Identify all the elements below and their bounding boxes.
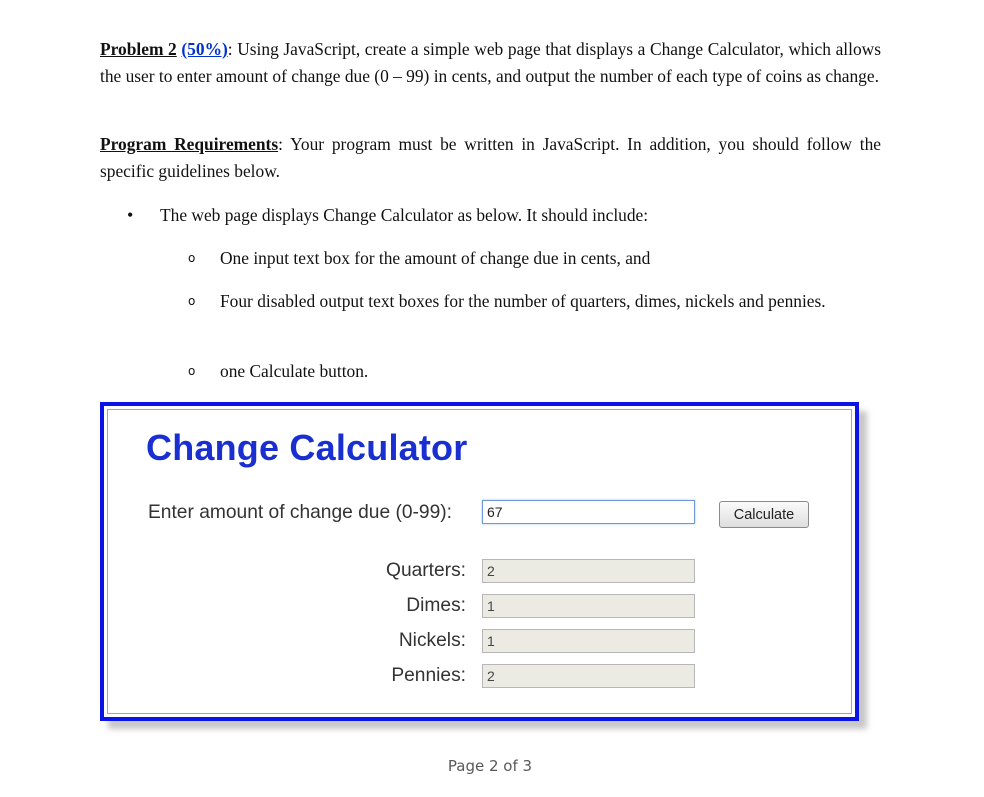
- dimes-label: Dimes:: [406, 595, 466, 616]
- problem-paragraph: [100, 36, 881, 89]
- problem-text: : Using JavaScript, create a simple web page that displays a Change Calculator, which allows the user to enter amount of change due (0 – 99) in cents, and output the number of each type of coins as change.: [100, 39, 881, 86]
- circle-bullet-icon: o: [188, 364, 196, 378]
- nickels-output: [482, 629, 695, 653]
- requirements-text: : Your program must be written in JavaScript. In addition, you should follow the specific guidelines below.: [100, 134, 881, 181]
- pennies-label: Pennies:: [391, 665, 466, 686]
- sub-item-calculate-button: [188, 358, 881, 385]
- quarters-label: Quarters:: [386, 560, 466, 581]
- sub-item-text: Four disabled output text boxes for the number of quarters, dimes, nickels and pennies.: [220, 291, 826, 311]
- nickels-label: Nickels:: [398, 630, 466, 651]
- calculate-button[interactable]: Calculate: [719, 501, 809, 528]
- pennies-output: [482, 664, 695, 688]
- sub-item-input-box: [188, 245, 881, 272]
- bullet-icon: •: [127, 205, 134, 225]
- bullet-text: The web page displays Change Calculator as below. It should include:: [160, 205, 649, 225]
- problem-weight: (50%): [181, 39, 228, 59]
- requirements-title: Program Requirements: [100, 134, 279, 154]
- sub-item-text: one Calculate button.: [220, 361, 369, 381]
- sub-item-output-boxes: [188, 288, 881, 315]
- sub-item-text: One input text box for the amount of change due in cents, and: [220, 248, 651, 268]
- calculator-title: Change Calculator: [146, 427, 468, 468]
- page-number: Page 2 of 3: [447, 757, 533, 775]
- problem-title: Problem 2: [100, 39, 177, 59]
- page-footer: [0, 757, 984, 775]
- requirements-paragraph: [100, 131, 881, 184]
- quarters-output: [482, 559, 695, 583]
- circle-bullet-icon: o: [188, 251, 196, 265]
- circle-bullet-icon: o: [188, 294, 196, 308]
- change-calculator-screenshot: [100, 402, 859, 721]
- amount-label: Enter amount of change due (0-99):: [148, 502, 452, 523]
- amount-input[interactable]: [482, 500, 695, 524]
- dimes-output: [482, 594, 695, 618]
